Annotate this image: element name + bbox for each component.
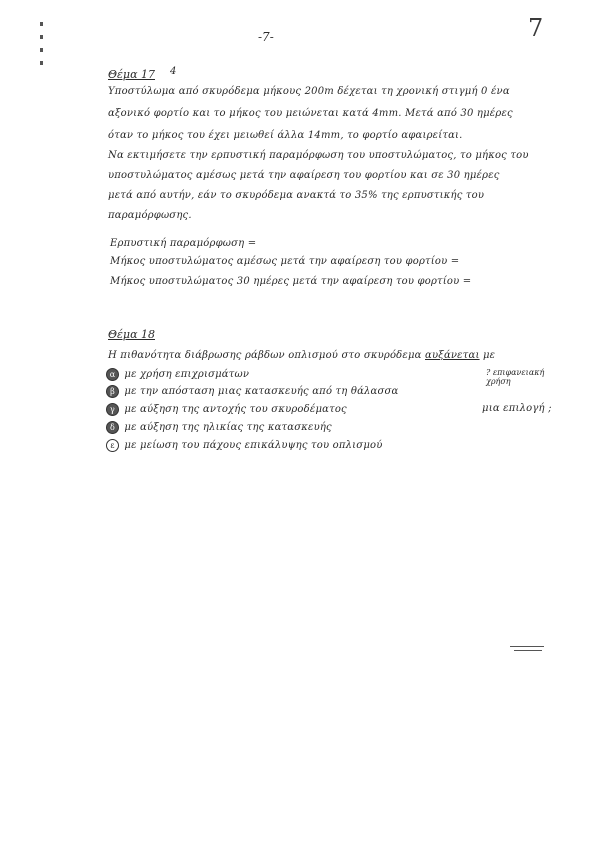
q18-side-note-a: ? επιφανειακή χρήση: [486, 368, 545, 386]
q18-option-a: [106, 368, 249, 381]
q17-line-3: όταν το μήκος του έχει μειωθεί άλλα 14mm, το φορτίο αφαιρείται.: [108, 130, 463, 141]
margin-marks: [40, 22, 44, 74]
q18-prompt: [108, 350, 495, 361]
q18-option-b-text: με την απόσταση μιας κατασκευής από τη θάλασσα: [124, 386, 399, 397]
q18-option-b: [106, 385, 399, 398]
q18-option-a-letter: α: [106, 368, 119, 381]
q18-option-d: [106, 421, 332, 434]
q18-option-e-text: με μείωση του πάχους επικάλυψης του οπλισμού: [124, 440, 383, 451]
pen-dash: [514, 650, 542, 651]
q17-answer-length-immediate: Μήκος υποστυλώματος αμέσως μετά την αφαίρεση του φορτίου =: [110, 256, 460, 267]
q18-title: Θέμα 18: [108, 328, 155, 341]
q17-answer-creep: Ερπυστική παραμόρφωση =: [110, 238, 257, 249]
q18-prompt-emphasis: αυξάνεται: [425, 350, 480, 361]
q18-side-note-b: μια επιλογή ;: [482, 403, 552, 414]
q18-prompt-start: Η πιθανότητα διάβρωσης ράβδων οπλισμού στο σκυρόδεμα: [108, 350, 422, 361]
q18-option-b-letter: β: [106, 385, 119, 398]
q17-line-4: Να εκτιμήσετε την ερπυστική παραμόρφωση του υποστυλώματος, το μήκος του: [108, 150, 529, 161]
q18-option-d-letter: δ: [106, 421, 119, 434]
q17-answer-length-30days: Μήκος υποστυλώματος 30 ημέρες μετά την αφαίρεση του φορτίου =: [110, 276, 472, 287]
q18-option-c-letter: γ: [106, 403, 119, 416]
q18-option-e: [106, 439, 383, 452]
q17-title: Θέμα 17: [108, 68, 155, 81]
q18-option-c-text: με αύξηση της αντοχής του σκυροδέματος: [124, 404, 347, 415]
q18-option-d-text: με αύξηση της ηλικίας της κατασκευής: [124, 422, 332, 433]
page-number: -7-: [258, 30, 274, 44]
q17-mark: 4: [170, 66, 177, 77]
q17-line-5: υποστυλώματος αμέσως μετά την αφαίρεση του φορτίου και σε 30 ημέρες: [108, 170, 500, 181]
q17-line-6: μετά από αυτήν, εάν το σκυρόδεμα ανακτά το 35% της ερπυστικής του: [108, 190, 485, 201]
corner-page-number: 7: [528, 14, 544, 42]
q17-line-7: παραμόρφωσης.: [108, 210, 192, 221]
pen-dash: [510, 646, 544, 647]
q18-option-a-text: με χρήση επιχρισμάτων: [124, 369, 250, 380]
q17-line-1: Υποστύλωμα από σκυρόδεμα μήκους 200m δέχεται τη χρονική στιγμή 0 ένα: [108, 86, 510, 97]
q18-option-e-letter: ε: [106, 439, 119, 452]
q17-line-2: αξονικό φορτίο και το μήκος του μειώνεται κατά 4mm. Μετά από 30 ημέρες: [108, 108, 513, 119]
q18-option-c: [106, 403, 347, 416]
q18-prompt-end: με: [482, 350, 496, 361]
